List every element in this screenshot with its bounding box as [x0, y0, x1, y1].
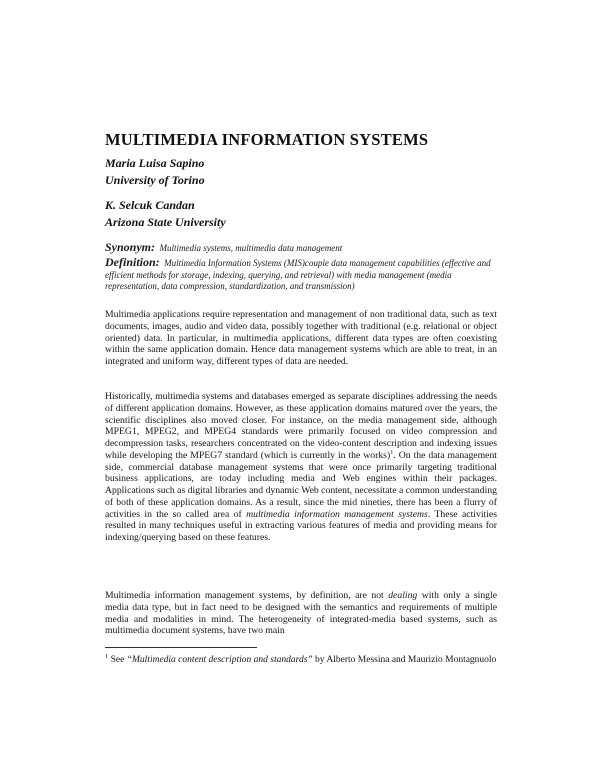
- footnote-pre: See: [108, 655, 127, 665]
- paragraph-3-part-a: Multimedia information management systems, by definition, are not: [105, 590, 389, 601]
- paragraph-2: [105, 391, 497, 544]
- author-1: [105, 155, 525, 189]
- footnote-divider: [105, 647, 257, 648]
- paragraph-3-emphasis: dealing: [388, 590, 418, 601]
- paragraph-3: [105, 590, 497, 637]
- footnote-title: “Multimedia content description and standards”: [126, 655, 313, 665]
- footnote-reference: 1: [390, 448, 394, 456]
- author-2: [105, 197, 525, 231]
- author-1-name: Maria Luisa Sapino: [105, 156, 205, 170]
- synonym-text: Multimedia systems, multimedia data management: [159, 243, 343, 253]
- definition-block: [105, 257, 497, 293]
- paragraph-2-part-c: . These activities resulted in many techniques useful in extracting various features of media and providing means for indexing/querying based on these features.: [105, 508, 497, 543]
- paragraph-3-part-b: with only a single media data type, but in fact need to be designed with the semantics and requirements of multiple media and modalities in mind. The heterogeneity of integrated-media based systems, such as multimedia document systems, have two main: [105, 590, 497, 637]
- author-2-name: K. Selcuk Candan: [105, 198, 195, 212]
- paragraph-2-emphasis: multimedia information management systems: [246, 508, 428, 520]
- paragraph-1: Multimedia applications require representation and management of non traditional data, such as text documents, images, audio and video data, possibly together with traditional (e.g. relational or object oriented) data. In particular, in multimedia applications, different data types are often coexisting within the same application domain. Hence data management systems which are able to treat, in an integrated and uniform way, different types of data are needed.: [105, 309, 497, 367]
- author-2-affiliation: Arizona State University: [105, 215, 226, 229]
- footnote-post: by Alberto Messina and Maurizio Montagnuolo: [312, 655, 497, 665]
- author-1-affiliation: University of Torino: [105, 173, 205, 187]
- footnote: [105, 654, 505, 667]
- definition-text: Multimedia Information Systems (MIS)couple data management capabilities (effective and efficient methods for storage, indexing, querying, and retrieval) with media management (media representation, data compression, standardization, and transmission): [105, 258, 491, 291]
- paragraph-2-part-a: Historically, multimedia systems and databases emerged as separate disciplines addressing the needs of different application domains. However, as these application domains matured over the years, the scientific disciplines also moved closer. For instance, on the media management side, although MPEG1, MPEG2, and MPEG4 standards were primarily focused on video compression and decompression tasks, researchers concentrated on the video-content description and indexing issues while developing the MPEG7 standard (which is currently in the works): [105, 391, 497, 461]
- synonym-line: [105, 242, 497, 255]
- paper-title: MULTIMEDIA INFORMATION SYSTEMS: [105, 130, 429, 149]
- definition-label: Definition:: [105, 255, 160, 269]
- paragraph-2-part-b: . On the data management side, commercial database management systems that were once primarily targeting traditional business applications, are today including media and Web engines within their packages. Applications such as digital libraries and dynamic Web content, necessitate a common understanding of both of these application domains. As a result, since the mid nineties, there has been a flurry of activities in the so called area of: [105, 449, 497, 520]
- footnote-mark: 1: [105, 652, 109, 660]
- synonym-label: Synonym:: [105, 240, 156, 254]
